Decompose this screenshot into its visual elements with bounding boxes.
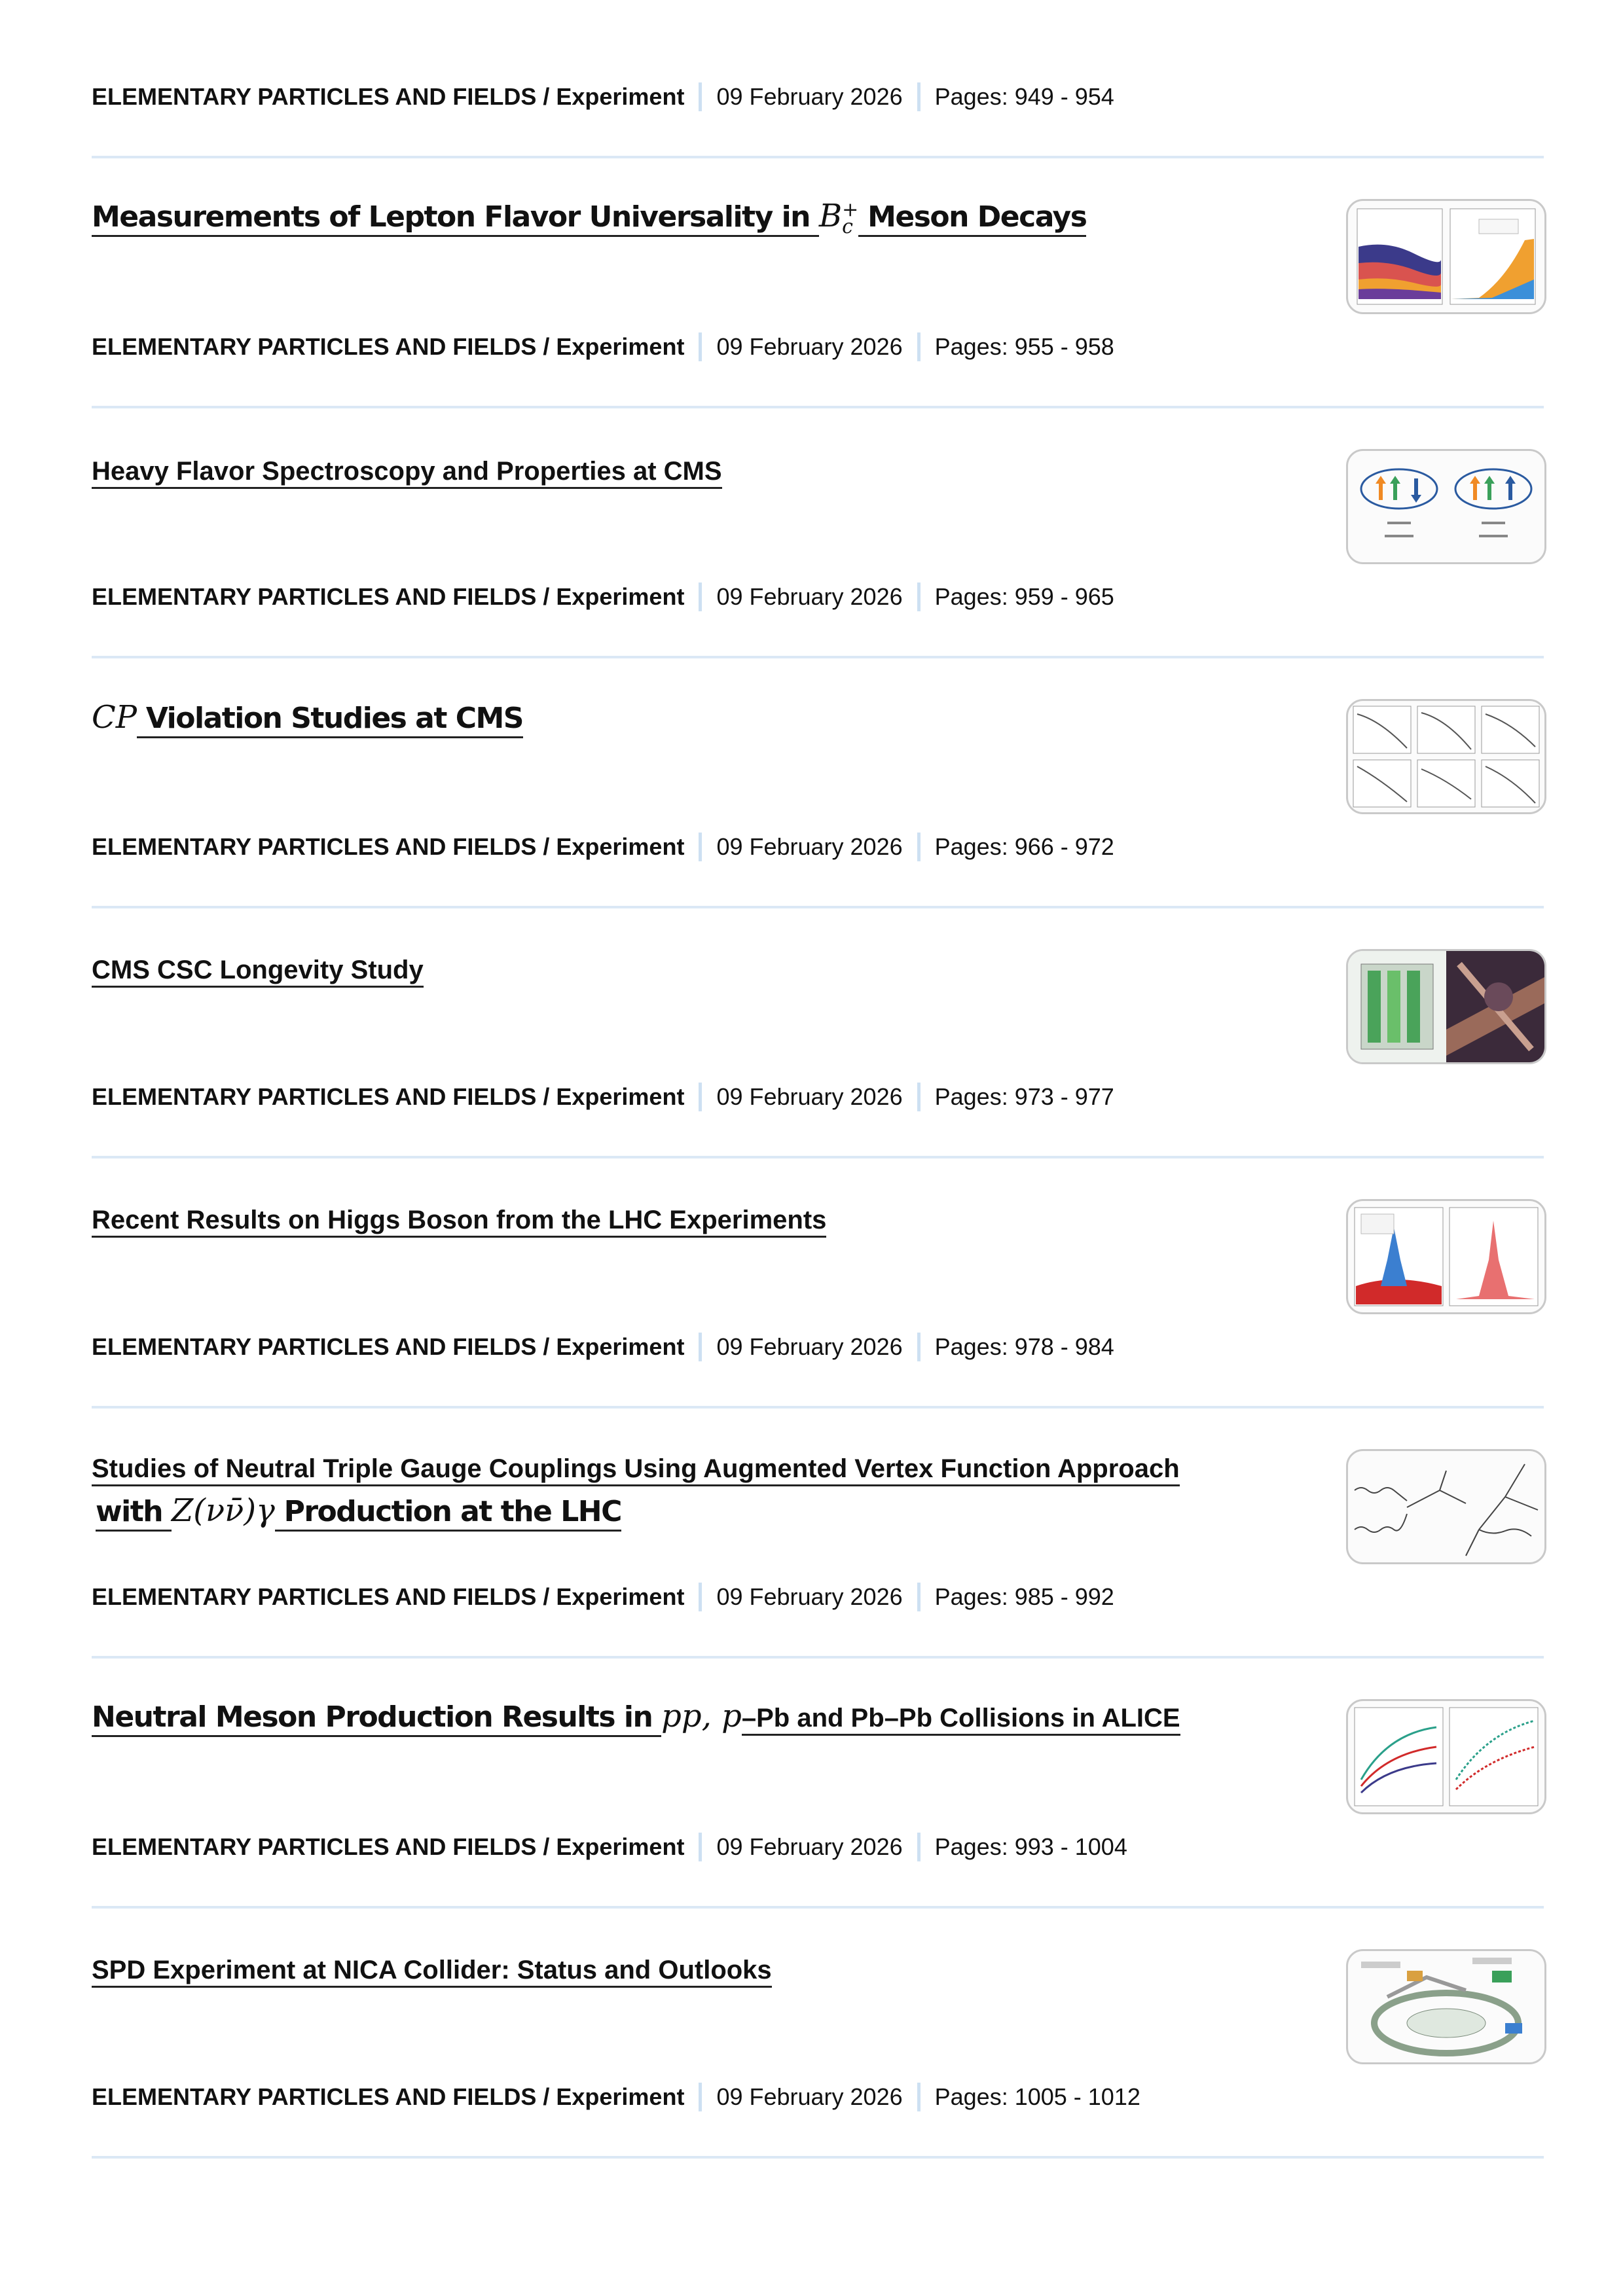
divider [699,82,702,111]
separator-line [92,156,1544,158]
math-symbol: CP [92,699,137,736]
collider-layout-thumbnail[interactable] [1346,1949,1546,2064]
page-range: Pages: 973 - 977 [934,1083,1114,1110]
page-range: Pages: 966 - 972 [934,833,1114,860]
separator-line [92,1656,1544,1659]
article-meta-row [92,1079,1205,1115]
detector-photo-thumbnail[interactable] [1346,949,1546,1064]
publication-date: 09 February 2026 [716,833,903,860]
article-title-text[interactable]: Production at the LHC [275,1495,621,1532]
journal-category[interactable]: ELEMENTARY PARTICLES AND FIELDS / Experiment [92,583,685,610]
journal-category[interactable]: ELEMENTARY PARTICLES AND FIELDS / Experiment [92,1833,685,1860]
page-range: Pages: 985 - 992 [934,1583,1114,1610]
article-title-link[interactable] [92,1448,1309,1534]
page-range: Pages: 949 - 954 [934,83,1114,110]
article-title-link[interactable] [92,1949,1309,1991]
divider [917,82,921,111]
math-symbol: B + c [818,198,859,238]
divider [699,833,702,861]
divider [917,1583,921,1611]
article-meta-row [92,2079,1205,2115]
journal-category[interactable]: ELEMENTARY PARTICLES AND FIELDS / Experiment [92,1333,685,1360]
publication-date: 09 February 2026 [716,1583,903,1610]
mass-peak-histogram-thumbnail[interactable] [1346,1199,1546,1314]
math-symbol: Z(νν̄)γ [171,1492,275,1529]
article-title-link[interactable] [92,1199,1309,1241]
stacked-histogram-thumbnail[interactable] [1346,199,1546,314]
publication-date: 09 February 2026 [716,1333,903,1360]
separator-line [92,1406,1544,1408]
page-range: Pages: 993 - 1004 [934,1833,1127,1860]
page-range: Pages: 978 - 984 [934,1333,1114,1360]
divider [699,1333,702,1361]
separator-line [92,1906,1544,1909]
article-title-link[interactable] [92,450,1309,492]
article-title-text[interactable]: with [96,1495,172,1532]
article-meta-row [92,329,1205,365]
separator-line [92,906,1544,908]
quark-spin-diagram-thumbnail[interactable] [1346,449,1546,564]
math-symbol: pp, p [661,1698,742,1734]
article-meta-row [92,1579,1205,1615]
divider [699,1583,702,1611]
divider [917,583,921,611]
publication-date: 09 February 2026 [716,583,903,610]
publication-date: 09 February 2026 [716,83,903,110]
separator-line [92,1156,1544,1158]
article-title-link[interactable] [92,195,1309,239]
journal-category[interactable]: ELEMENTARY PARTICLES AND FIELDS / Experiment [92,833,685,860]
publication-date: 09 February 2026 [716,2083,903,2110]
article-title-text[interactable]: Neutral Meson Production Results in [92,1700,661,1737]
page-range: Pages: 1005 - 1012 [934,2083,1140,2110]
divider [917,332,921,361]
feynman-diagram-thumbnail[interactable] [1346,1449,1546,1564]
divider [699,1083,702,1111]
article-title-link[interactable] [92,696,1309,740]
journal-category[interactable]: ELEMENTARY PARTICLES AND FIELDS / Experiment [92,1583,685,1610]
journal-category[interactable]: ELEMENTARY PARTICLES AND FIELDS / Experiment [92,83,685,110]
divider [917,833,921,861]
article-title-text[interactable]: CMS CSC Longevity Study [92,956,424,988]
article-title-text[interactable]: –Pb and Pb–Pb Collisions in ALICE [742,1704,1180,1736]
separator-line [92,2156,1544,2159]
page-range: Pages: 955 - 958 [934,333,1114,360]
publication-date: 09 February 2026 [716,333,903,360]
separator-line [92,406,1544,408]
article-title-text[interactable]: Violation Studies at CMS [137,702,523,738]
article-meta-row [92,1829,1205,1865]
journal-category[interactable]: ELEMENTARY PARTICLES AND FIELDS / Experiment [92,333,685,360]
article-title-text[interactable]: Measurements of Lepton Flavor Universality in [92,200,819,237]
divider [699,332,702,361]
divider [699,2083,702,2111]
article-title-text[interactable]: SPD Experiment at NICA Collider: Status and Outlooks [92,1956,772,1988]
article-meta-row [92,79,1205,115]
journal-category[interactable]: ELEMENTARY PARTICLES AND FIELDS / Experiment [92,2083,685,2110]
page-range: Pages: 959 - 965 [934,583,1114,610]
divider [699,1833,702,1861]
ratio-curves-thumbnail[interactable] [1346,1699,1546,1814]
publication-date: 09 February 2026 [716,1083,903,1110]
article-title-link[interactable] [92,1695,1309,1739]
article-meta-row [92,579,1205,615]
article-title-text[interactable]: Recent Results on Higgs Boson from the LHC Experiments [92,1206,826,1238]
article-title-link[interactable] [92,949,1309,991]
divider [917,1833,921,1861]
multi-panel-plot-thumbnail[interactable] [1346,699,1546,814]
divider [917,1083,921,1111]
separator-line [92,656,1544,658]
divider [917,2083,921,2111]
journal-category[interactable]: ELEMENTARY PARTICLES AND FIELDS / Experiment [92,1083,685,1110]
article-title-text[interactable]: Heavy Flavor Spectroscopy and Properties at CMS [92,457,722,489]
article-meta-row [92,829,1205,865]
article-title-text[interactable]: Studies of Neutral Triple Gauge Couplings Using Augmented Vertex Function Approach [92,1454,1180,1486]
divider [917,1333,921,1361]
divider [699,583,702,611]
article-meta-row [92,1329,1205,1365]
publication-date: 09 February 2026 [716,1833,903,1860]
article-title-text[interactable]: Meson Decays [858,200,1086,237]
